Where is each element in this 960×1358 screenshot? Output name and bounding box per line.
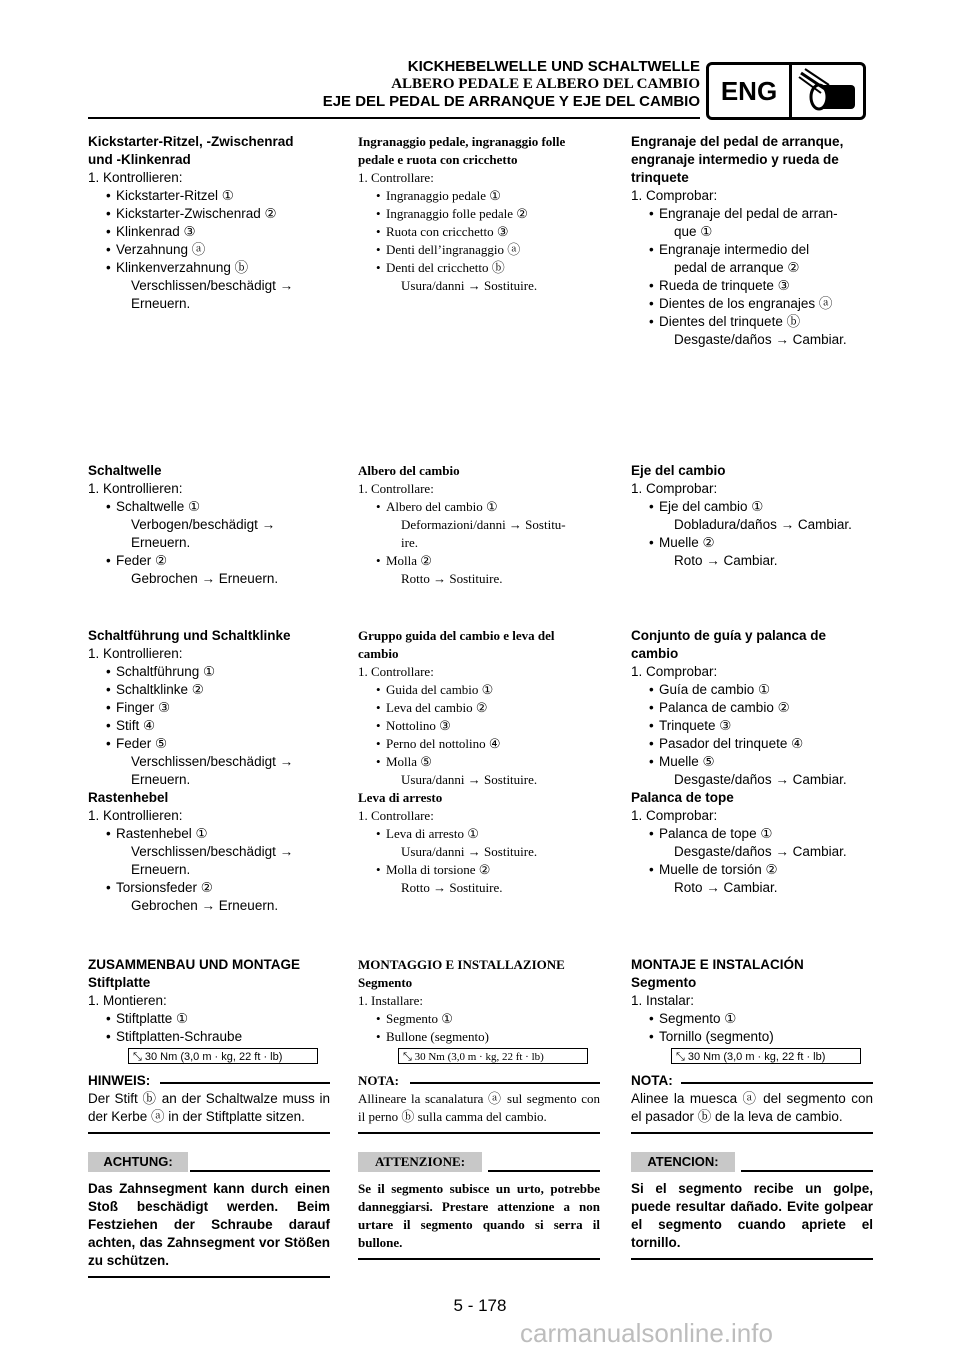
es-section-1: Engranaje del pedal de arranque, engranaje intermedio y rueda de trinquete 1. Comprobar: • Engranaje del pedal de arran- que ① • Engranaje intermedio del pedal de arranque ② • Rueda de trinquete ③ • Dientes de los engranajes ⓐ • Dientes del trinquete ⓑ Desgaste/daños → Cambiar.: [631, 133, 873, 349]
list-item: • Engranaje intermedio del: [631, 241, 873, 259]
badge-label: ENG: [709, 65, 792, 117]
es-section-2: Eje del cambio 1. Comprobar: • Eje del cambio ① Dobladura/daños → Cambiar. • Muelle ② Roto → Cambiar.: [631, 462, 873, 570]
list-item: • Segmento ①: [631, 1010, 873, 1028]
list-item: • Guida del cambio ①: [358, 681, 600, 699]
page-number: 5 - 178: [453, 1296, 507, 1315]
list-item: • Muelle ⑤: [631, 753, 873, 771]
watermark: carmanualsonline.info: [520, 1318, 773, 1348]
caution-body: Se il segmento subisce un urto, potrebbe danneggiarsi. Prestare attenzione a non urtare il segmento quando si serra il bullone.: [358, 1181, 600, 1250]
list-item: • Muelle ②: [631, 534, 873, 552]
list-item: • Feder ⑤: [88, 735, 330, 753]
list-item: • Eje del cambio ①: [631, 498, 873, 516]
list-item: • Verzahnung ⓐ: [88, 241, 330, 259]
list-item: • Ingranaggio pedale ①: [358, 187, 600, 205]
list-item: • Stiftplatte ①: [88, 1010, 330, 1028]
list-item: • Schaltwelle ①: [88, 498, 330, 516]
it-section-4: MONTAGGIO E INSTALLAZIONE Segmento 1. Installare: • Segmento ① • Bullone (segmento) ⤡ 30 Nm (3,0 m · kg, 22 ft · lb) NOTA: Allineare la scanalatura ⓐ sul segmento con il perno ⓑ sulla camma del cambio. ATTENZIONE: Se il segmento subisce un urto, potrebbe danneggiarsi. Prestare attenzione a non urtare il segmento quando si serra il bullone.: [358, 956, 600, 1260]
de-section-3: Schaltführung und Schaltklinke 1. Kontrollieren: • Schaltführung ① • Schaltklinke ② • Finger ③ • Stift ④ • Feder ⑤ Verschlissen/beschädigt → Erneuern. Rastenhebel 1. Kontrollieren: • Rastenhebel ① Verschlissen/beschädigt → Erneuern. • Torsionsfeder ② Gebrochen → Erneuern.: [88, 627, 330, 915]
list-item: • Muelle de torsión ②: [631, 861, 873, 879]
de-section-2: Schaltwelle 1. Kontrollieren: • Schaltwelle ① Verbogen/beschädigt → Erneuern. • Feder ② Gebrochen → Erneuern.: [88, 462, 330, 588]
list-item: • Albero del cambio ①: [358, 498, 600, 516]
header-divider: [88, 117, 700, 119]
page-header: [280, 58, 700, 111]
list-item: • Schaltführung ①: [88, 663, 330, 681]
list-item: • Molla ②: [358, 552, 600, 570]
de-section-1: Kickstarter-Ritzel, -Zwischenrad und -Klinkenrad 1. Kontrollieren: • Kickstarter-Ritzel ① • Kickstarter-Zwischenrad ② • Klinkenrad ③ • Verzahnung ⓐ • Klinkenverzahnung ⓑ Verschlissen/beschädigt → Erneuern.: [88, 133, 330, 313]
list-item: • Klinkenrad ③: [88, 223, 330, 241]
list-item: • Kickstarter-Ritzel ①: [88, 187, 330, 205]
list-item: • Rueda de trinquete ③: [631, 277, 873, 295]
list-item: • Feder ②: [88, 552, 330, 570]
list-item: • Stiftplatten-Schraube: [88, 1028, 330, 1046]
section-badge: [706, 62, 866, 120]
note-body: Allineare la scanalatura ⓐ sul segmento con il perno ⓑ sulla camma del cambio.: [358, 1091, 600, 1124]
caution-body: Si el segmento recibe un golpe, puede resultar dañado. Evite golpear el segmento cuando apriete el tornillo.: [631, 1181, 873, 1250]
list-item: • Dientes del trinquete ⓑ: [631, 313, 873, 331]
list-item: • Kickstarter-Zwischenrad ②: [88, 205, 330, 223]
torque-spec: ⤡ 30 Nm (3,0 m · kg, 22 ft · lb): [128, 1048, 318, 1064]
caution-heading: ATENCION:: [631, 1152, 873, 1174]
engine-icon: [792, 65, 863, 117]
de-section-4: ZUSAMMENBAU UND MONTAGE Stiftplatte 1. Montieren: • Stiftplatte ① • Stiftplatten-Schraube ⤡ 30 Nm (3,0 m · kg, 22 ft · lb) HINWEIS: Der Stift ⓑ an der Schaltwalze muss in der Kerbe ⓐ in der Stiftplatte sitzen. ACHTUNG: Das Zahnsegment kann durch einen Stoß beschädigt werden. Beim Festziehen der Schraube darauf achten, das Zahnsegment vor Stößen zu schützen.: [88, 956, 330, 1278]
list-item: • Ingranaggio folle pedale ②: [358, 205, 600, 223]
note-heading: NOTA:: [358, 1072, 600, 1090]
note-body: Alinee la muesca ⓐ del segmento con el pasador ⓑ de la leva de cambio.: [631, 1091, 873, 1124]
list-item: • Leva del cambio ②: [358, 699, 600, 717]
note-body: Der Stift ⓑ an der Schaltwalze muss in der Kerbe ⓐ in der Stiftplatte sitzen.: [88, 1091, 330, 1124]
note-heading: NOTA:: [631, 1072, 873, 1090]
list-item: • Klinkenverzahnung ⓑ: [88, 259, 330, 277]
list-item: • Rastenhebel ①: [88, 825, 330, 843]
torque-spec: ⤡ 30 Nm (3,0 m · kg, 22 ft · lb): [671, 1048, 861, 1064]
list-item: • Perno del nottolino ④: [358, 735, 600, 753]
caution-heading: ACHTUNG:: [88, 1152, 330, 1174]
es-section-4: MONTAJE E INSTALACIÓN Segmento 1. Instalar: • Segmento ① • Tornillo (segmento) ⤡ 30 Nm (3,0 m · kg, 22 ft · lb) NOTA: Alinee la muesca ⓐ del segmento con el pasador ⓑ de la leva de cambio. ATENCION: Si el segmento recibe un golpe, puede resultar dañado. Evite golpear el segmento cuando apriete el tornillo.: [631, 956, 873, 1260]
note-heading: HINWEIS:: [88, 1072, 330, 1090]
caution-body: Das Zahnsegment kann durch einen Stoß beschädigt werden. Beim Festziehen der Schraube darauf achten, das Zahnsegment vor Stößen zu schützen.: [88, 1181, 330, 1268]
list-item: • Trinquete ③: [631, 717, 873, 735]
list-item: • Tornillo (segmento): [631, 1028, 873, 1046]
it-section-2: Albero del cambio 1. Controllare: • Albero del cambio ① Deformazioni/danni → Sostitu- ire. • Molla ② Rotto → Sostituire.: [358, 462, 600, 588]
list-item: • Palanca de cambio ②: [631, 699, 873, 717]
caution-heading: ATTENZIONE:: [358, 1152, 600, 1174]
list-item: • Molla ⑤: [358, 753, 600, 771]
list-item: • Dientes de los engranajes ⓐ: [631, 295, 873, 313]
list-item: • Denti dell’ingranaggio ⓐ: [358, 241, 600, 259]
list-item: • Leva di arresto ①: [358, 825, 600, 843]
list-item: • Nottolino ③: [358, 717, 600, 735]
list-item: • Engranaje del pedal de arran-: [631, 205, 873, 223]
list-item: • Segmento ①: [358, 1010, 600, 1028]
list-item: • Bullone (segmento): [358, 1028, 600, 1046]
es-section-3: Conjunto de guía y palanca de cambio 1. Comprobar: • Guía de cambio ① • Palanca de cambio ② • Trinquete ③ • Pasador del trinquete ④ • Muelle ⑤ Desgaste/daños → Cambiar. Palanca de tope 1. Comprobar: • Palanca de tope ① Desgaste/daños → Cambiar. • Muelle de torsión ② Roto → Cambiar.: [631, 627, 873, 897]
list-item: • Torsionsfeder ②: [88, 879, 330, 897]
it-section-3: Gruppo guida del cambio e leva del cambio 1. Controllare: • Guida del cambio ① • Leva del cambio ② • Nottolino ③ • Perno del nottolino ④ • Molla ⑤ Usura/danni → Sostituire. Leva di arresto 1. Controllare: • Leva di arresto ① Usura/danni → Sostituire. • Molla di torsione ② Rotto → Sostituire.: [358, 627, 600, 897]
title-es: EJE DEL PEDAL DE ARRANQUE Y EJE DEL CAMBIO: [322, 93, 700, 110]
list-item: • Finger ③: [88, 699, 330, 717]
torque-spec: ⤡ 30 Nm (3,0 m · kg, 22 ft · lb): [398, 1048, 588, 1064]
it-section-1: Ingranaggio pedale, ingranaggio folle pedale e ruota con cricchetto 1. Controllare: • Ingranaggio pedale ① • Ingranaggio folle pedale ② • Ruota con cricchetto ③ • Denti dell’ingranaggio ⓐ • Denti del cricchetto ⓑ Usura/danni → Sostituire.: [358, 133, 600, 295]
list-item: • Guía de cambio ①: [631, 681, 873, 699]
list-item: • Pasador del trinquete ④: [631, 735, 873, 753]
title-de: KICKHEBELWELLE UND SCHALTWELLE: [407, 58, 700, 75]
list-item: • Schaltklinke ②: [88, 681, 330, 699]
title-it: ALBERO PEDALE E ALBERO DEL CAMBIO: [391, 76, 700, 92]
list-item: • Denti del cricchetto ⓑ: [358, 259, 600, 277]
list-item: • Stift ④: [88, 717, 330, 735]
list-item: • Palanca de tope ①: [631, 825, 873, 843]
list-item: • Molla di torsione ②: [358, 861, 600, 879]
list-item: • Ruota con cricchetto ③: [358, 223, 600, 241]
